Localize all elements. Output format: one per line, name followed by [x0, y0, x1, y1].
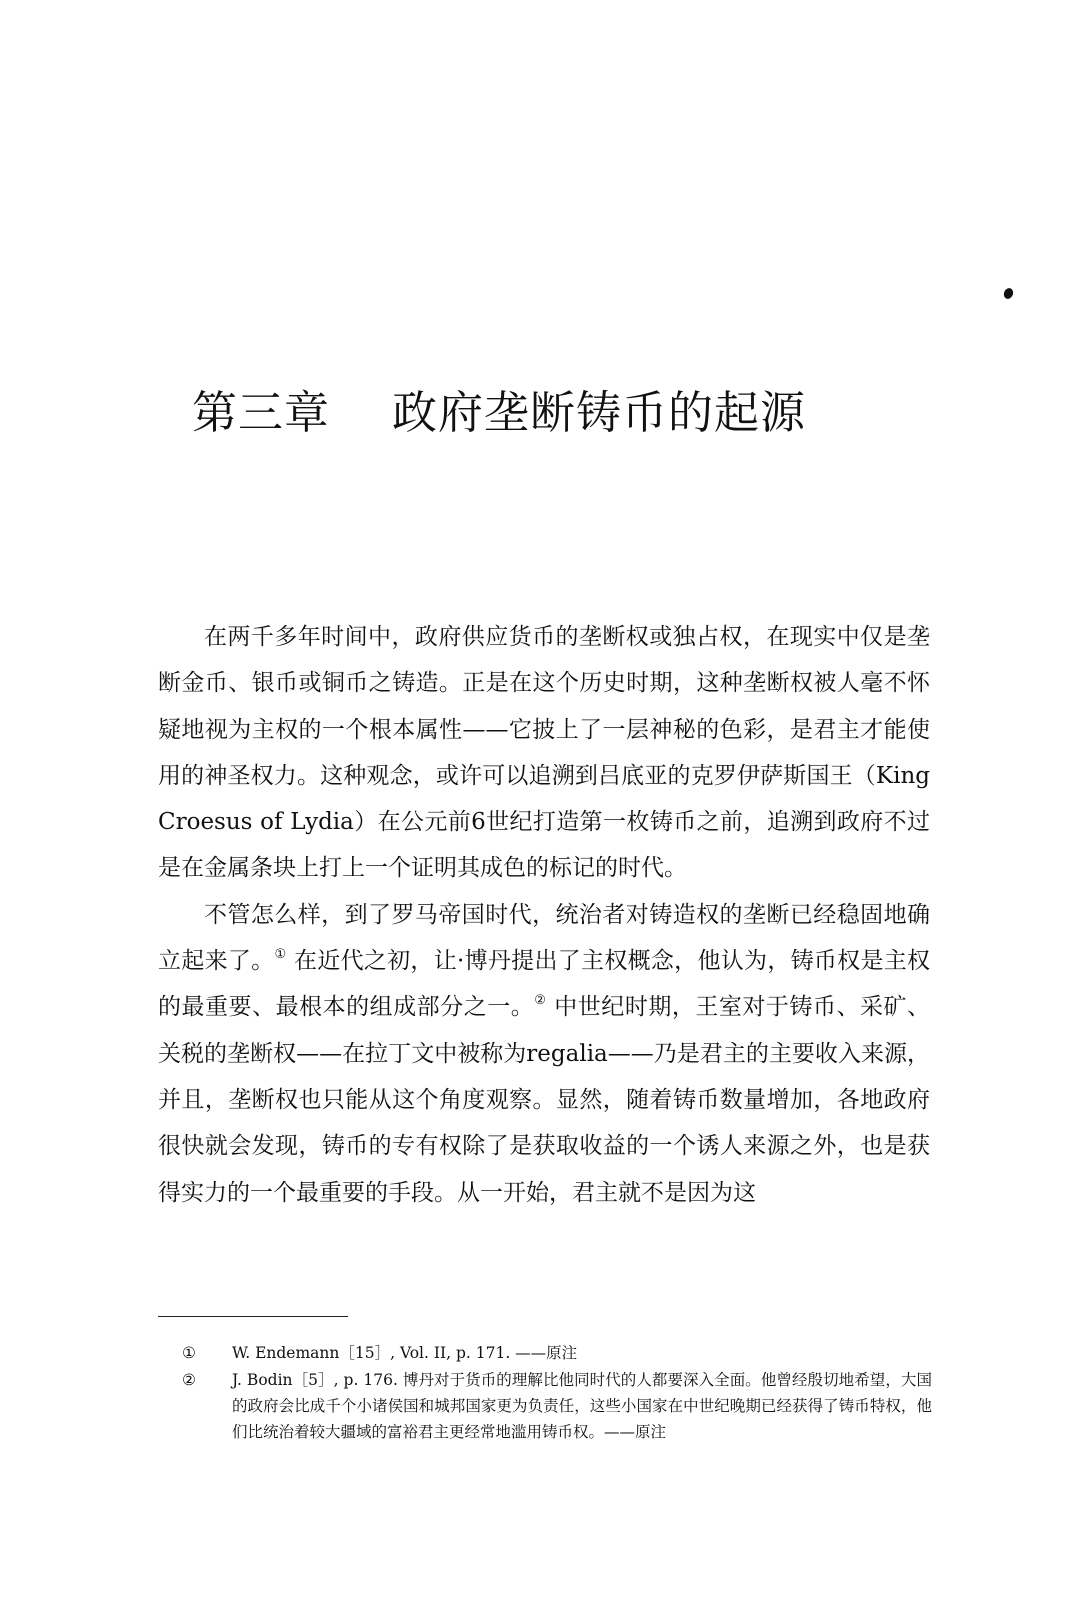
- paragraph-2-part-1: 不管怎么样，到了罗马帝国时代，统治者对铸造权的垄断已经稳固地确立起来了。: [158, 901, 930, 975]
- paragraph-2-part-3: 中世纪时期，王室对于铸币、采矿、关税的垄断权——在拉丁文中被称为regalia——乃是君主的主要收入来源，并且，垄断权也只能从这个角度观察。显然，随着铸币数量增加，各地政府很快就会发现，铸币的专有权除了是获取收益的一个诱人来源之外，也是获得实力的一个最重要的手段。从一开始，君主就不是因为这: [158, 994, 931, 1206]
- footnote-text-2: J. Bodin［5］, p. 176. 博丹对于货币的理解比他同时代的人都要深入全面。他曾经殷切地希望，大国的政府会比成千个小诸侯国和城邦国家更为负责任，这些小国家在中世纪晚期已经获得了铸币特权，他们比统治着较大疆域的富裕君主更经常地滥用铸币权。——原注: [232, 1371, 932, 1441]
- chapter-label: 第三章: [192, 386, 331, 439]
- footnote-2: [160, 1367, 932, 1445]
- footnote-text-1: W. Endemann［15］, Vol. II, p. 171. ——原注: [232, 1344, 578, 1362]
- paragraph-2-part-2: 在近代之初，让·博丹提出了主权概念，他认为，铸币权是主权的最重要、最根本的组成部分之一。: [158, 948, 931, 1021]
- ink-speck: [1002, 287, 1015, 301]
- footnote-divider: [158, 1316, 348, 1317]
- footnote-1: [160, 1340, 932, 1366]
- paragraph-2: [158, 892, 930, 1216]
- chapter-name: 政府垄断铸币的起源: [392, 386, 807, 439]
- footnote-ref-1[interactable]: ①: [274, 947, 287, 963]
- footnote-mark-1: ①: [182, 1344, 196, 1362]
- footnotes: [160, 1340, 932, 1446]
- footnote-ref-2[interactable]: ②: [534, 993, 547, 1009]
- paragraph-1: 在两千多年时间中，政府供应货币的垄断权或独占权，在现实中仅是垄断金币、银币或铜币之铸造。正是在这个历史时期，这种垄断权被人毫不怀疑地视为主权的一个根本属性——它披上了一层神秘的色彩，是君主才能使用的神圣权力。这种观念，或许可以追溯到吕底亚的克罗伊萨斯国王（King Croesus of Lydia）在公元前6世纪打造第一枚铸币之前，追溯到政府不过是在金属条块上打上一个证明其成色的标记的时代。: [158, 624, 930, 882]
- footnote-mark-2: ②: [182, 1371, 196, 1389]
- chapter-title: [192, 383, 952, 443]
- body-text: [158, 614, 930, 1216]
